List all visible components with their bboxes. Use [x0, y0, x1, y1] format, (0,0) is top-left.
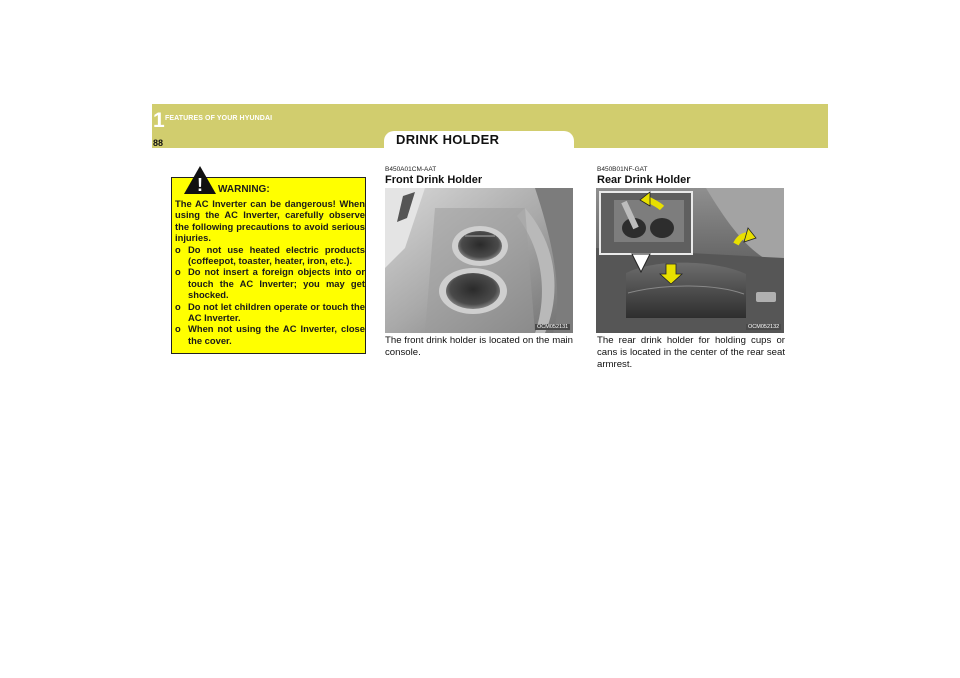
front-section-code: B450A01CM-AAT	[385, 166, 437, 173]
warning-list-item: o Do not insert a foreign objects into or touch the AC Inverter; you may get shocked.	[175, 266, 365, 301]
section-title: DRINK HOLDER	[396, 132, 500, 147]
warning-intro: The AC Inverter can be dangerous! When using the AC Inverter, carefully observe the following precautions to avoid serious injuries.	[175, 198, 365, 244]
chapter-number: 1	[153, 109, 165, 132]
rear-section-code: B450B01NF-GAT	[597, 166, 648, 173]
rear-armrest-illustration	[596, 188, 784, 333]
warning-list-item: o When not using the AC Inverter, close the cover.	[175, 323, 365, 346]
front-drink-holder-photo	[385, 188, 573, 333]
rear-image-code: OCM052132	[748, 324, 780, 330]
warning-body	[175, 198, 365, 346]
front-console-illustration	[385, 188, 573, 333]
warning-heading: WARNING:	[218, 184, 270, 195]
front-section-title: Front Drink Holder	[385, 174, 483, 186]
rear-drink-holder-photo	[596, 188, 784, 333]
rear-description: The rear drink holder for holding cups or cans is located in the center of the rear seat armrest.	[597, 335, 785, 370]
front-description: The front drink holder is located on the main console.	[385, 335, 573, 358]
warning-list	[175, 244, 365, 347]
warning-list-item: o Do not let children operate or touch the AC Inverter.	[175, 300, 365, 324]
svg-text:!: !	[197, 175, 203, 195]
rear-section-title: Rear Drink Holder	[597, 174, 691, 186]
chapter-title: FEATURES OF YOUR HYUNDAI	[165, 115, 273, 122]
warning-list-item: o Do not use heated electric products (coffeepot, toaster, heater, iron, etc.).	[175, 243, 365, 267]
warning-triangle-icon	[183, 165, 217, 195]
page-number: 88	[153, 138, 164, 148]
front-image-code: OCM052131	[537, 324, 569, 330]
